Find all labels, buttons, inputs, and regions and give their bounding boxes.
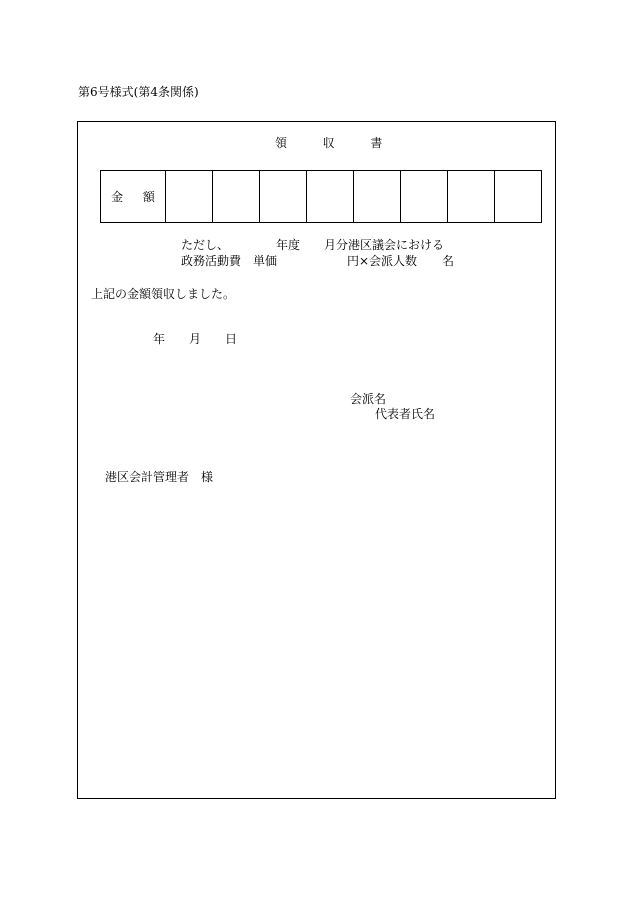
acknowledgement-text: 上記の金額領収しました。 bbox=[91, 287, 236, 301]
amount-digit-box-3[interactable] bbox=[260, 171, 307, 223]
amount-digit-box-1[interactable] bbox=[166, 171, 213, 223]
date-day: 日 bbox=[225, 332, 238, 346]
title-char-2: 収 bbox=[322, 136, 335, 150]
amount-digit-box-7[interactable] bbox=[448, 171, 495, 223]
purpose-line2-suffix: 名 bbox=[442, 254, 455, 268]
representative-name-label: 代表者氏名 bbox=[375, 407, 436, 421]
amount-digit-box-4[interactable] bbox=[307, 171, 354, 223]
amount-label-char-1: 金 bbox=[111, 190, 124, 204]
purpose-line2-middle: 円×会派人数 bbox=[347, 254, 418, 268]
title-char-3: 書 bbox=[370, 136, 383, 150]
title-char-1: 領 bbox=[275, 136, 288, 150]
amount-digit-box-6[interactable] bbox=[401, 171, 448, 223]
amount-digit-box-2[interactable] bbox=[213, 171, 260, 223]
purpose-line2-prefix: 政務活動費 単価 bbox=[181, 254, 278, 268]
purpose-line1-prefix: ただし、 bbox=[181, 238, 230, 252]
receipt-title bbox=[275, 137, 382, 149]
amount-table bbox=[100, 170, 542, 223]
amount-label bbox=[101, 171, 166, 223]
form-number: 第6号様式(第4条関係) bbox=[78, 85, 199, 99]
amount-digit-box-8[interactable] bbox=[495, 171, 542, 223]
purpose-line1-nendo: 年度 bbox=[276, 238, 301, 252]
amount-digit-box-5[interactable] bbox=[354, 171, 401, 223]
date-year: 年 bbox=[153, 332, 166, 346]
amount-label-char-2: 額 bbox=[142, 190, 155, 204]
faction-name-label: 会派名 bbox=[350, 392, 387, 406]
addressee: 港区会計管理者 様 bbox=[105, 470, 214, 484]
date-month: 月 bbox=[189, 332, 202, 346]
purpose-line1-suffix: 月分港区議会における bbox=[324, 238, 445, 252]
